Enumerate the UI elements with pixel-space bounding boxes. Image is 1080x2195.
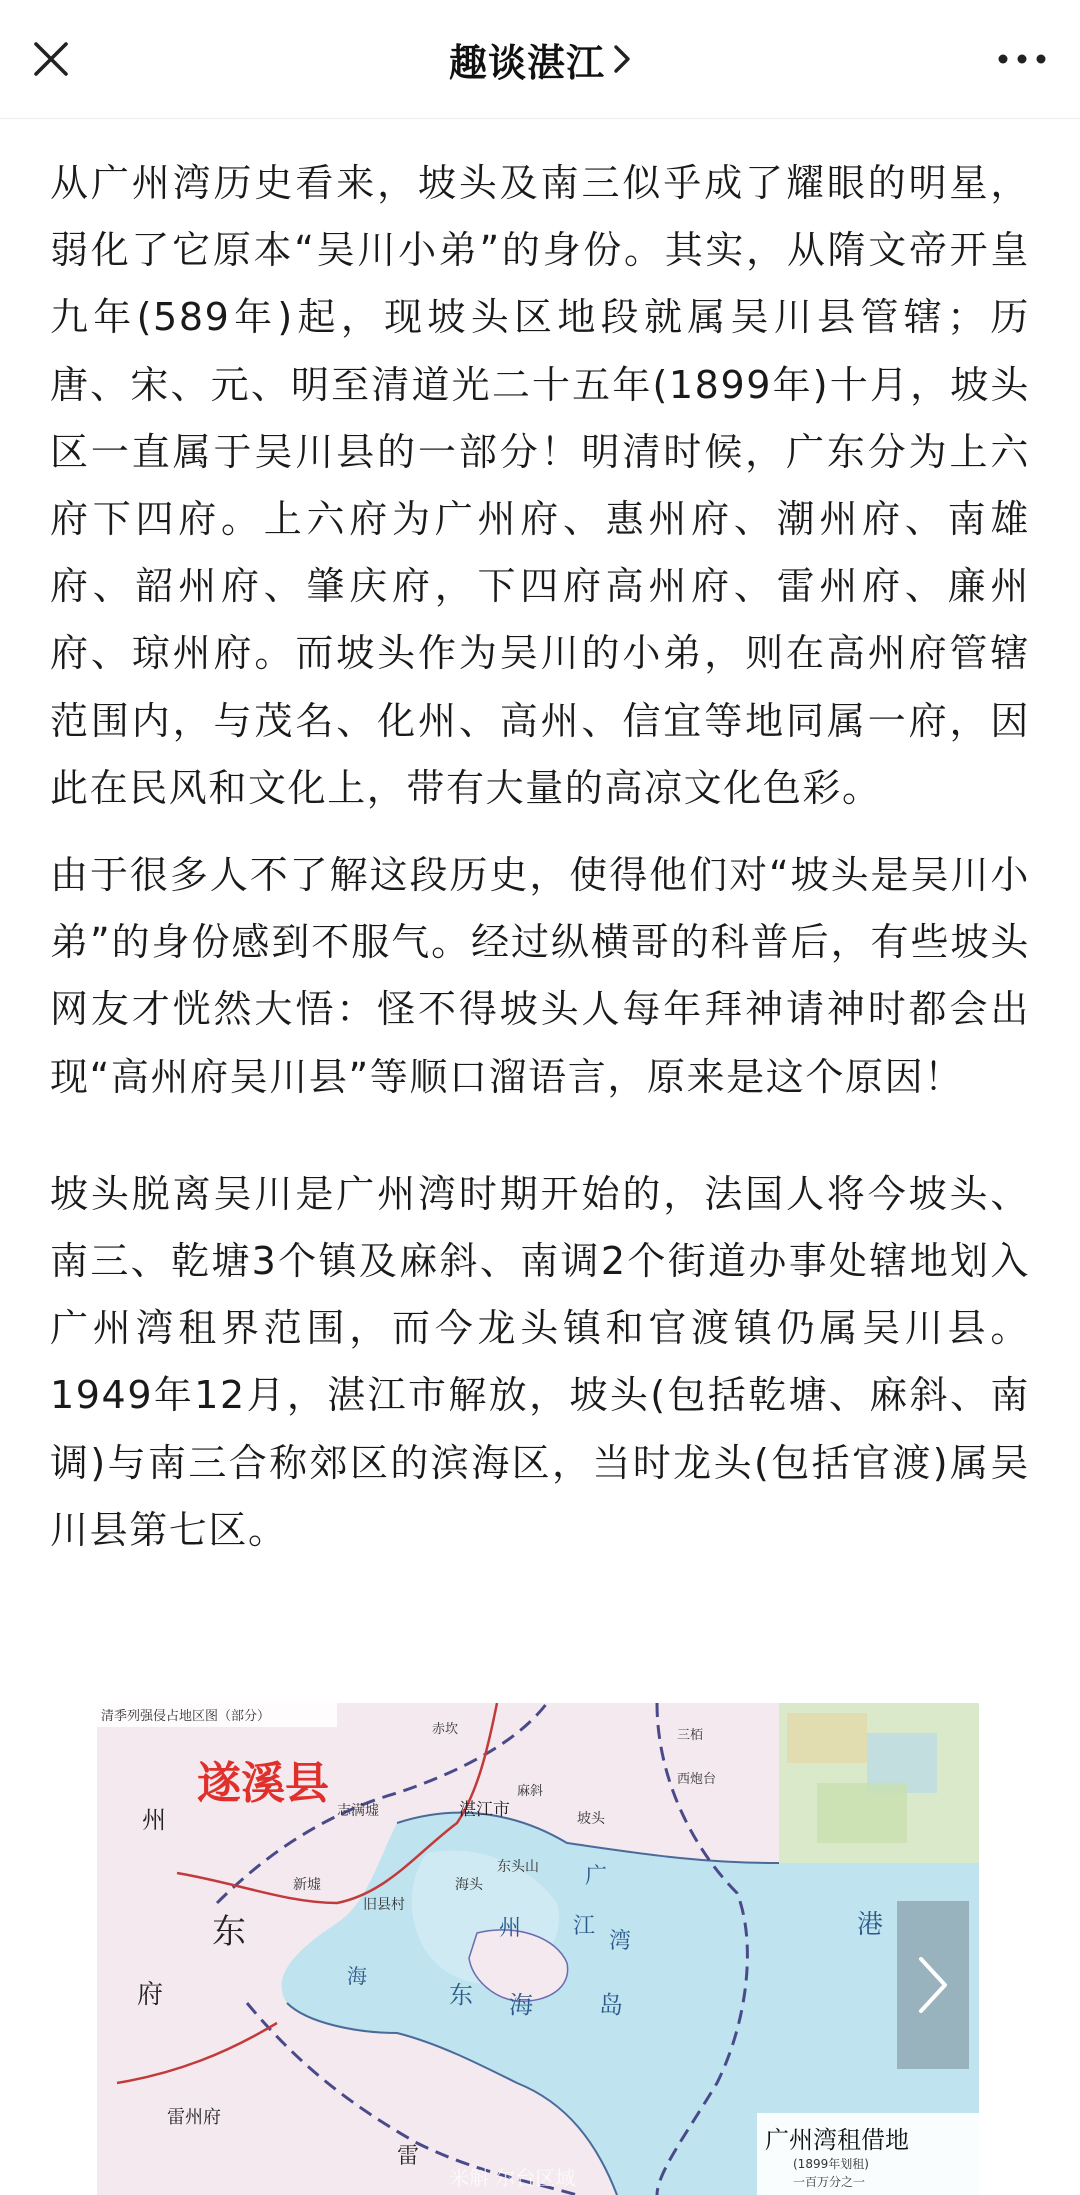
close-icon (33, 41, 69, 77)
map-label: 府 (137, 1980, 164, 2010)
map-legend-scale: 一百万分之一 (793, 2175, 866, 2189)
map-watermark: 米斛 尔台区域 (449, 2166, 576, 2190)
map-label: 雷州府 (167, 2107, 221, 2128)
map-legend-sub: (1899年划租) (793, 2157, 869, 2171)
map-label: 海头 (455, 1877, 483, 1893)
more-horizontal-icon (997, 53, 1047, 65)
historical-map-image[interactable] (97, 1703, 979, 2195)
account-title-link[interactable] (449, 32, 631, 87)
map-label: 海 (509, 1991, 533, 2019)
map-label: 雷 (397, 2144, 420, 2169)
map-label: 三栢 (677, 1728, 704, 1743)
article-paragraph: 坡头脱离吴川是广州湾时期开始的，法国人将今坡头、南三、乾塘3个镇及麻斜、南调2个街道办事处辖地划入广州湾租界范围，而今龙头镇和官渡镇仍属吴川县。1949年12月，湛江市解放，坡头(包括乾塘、麻斜、南调)与南三合称郊区的滨海区，当时龙头(包括官渡)属吴川县第七区。 (50, 1171, 1030, 1552)
map-label: 西炮台 (677, 1772, 717, 1787)
chevron-right-icon (613, 44, 631, 74)
map-label: 州 (499, 1916, 522, 1941)
article-body (50, 150, 1030, 1564)
article-paragraph: 从广州湾历史看来，坡头及南三似乎成了耀眼的明星，弱化了它原本“吴川小弟”的身份。其实，从隋文帝开皇九年(589年)起，现坡头区地段就属吴川县管辖；历唐、宋、元、明至清道光二十五年(1899年)十月，坡头区一直属于吴川县的一部分！明清时候，广东分为上六府下四府。上六府为广州府、惠州府、潮州府、南雄府、韶州府、肇庆府，下四府高州府、雷州府、廉州府、琼州府。而坡头作为吴川的小弟，则在高州府管辖范围内，与茂名、化州、高州、信宜等地同属一府，因此在民风和文化上，带有大量的高凉文化色彩。 (50, 161, 1030, 810)
map-label: 东头山 (497, 1859, 539, 1875)
chevron-right-icon (916, 1954, 950, 2016)
map-label: 州 (142, 1806, 166, 1834)
close-button[interactable] (28, 36, 74, 82)
map-label: 广 (585, 1864, 608, 1889)
map-label: 旧县村 (363, 1897, 405, 1913)
map-label: 坡头 (577, 1811, 605, 1827)
map-label: 新墟 (293, 1877, 321, 1893)
map-label: 赤坎 (432, 1722, 459, 1737)
map-drawing (97, 1703, 979, 2195)
map-label: 海 (347, 1964, 367, 1988)
article-paragraph: 由于很多人不了解这段历史，使得他们对“坡头是吴川小弟”的身份感到不服气。经过纵横哥的科普后，有些坡头网友才恍然大悟：怪不得坡头人每年拜神请神时都会出现“高州府吴川县”等顺口溜语言，原来是这个原因！ (50, 853, 1030, 1099)
map-label: 东 (212, 1912, 246, 1952)
page-title: 趣谈湛江 (448, 40, 605, 85)
map-label: 东 (449, 1981, 473, 2009)
map-label: 湾 (609, 1929, 632, 1954)
map-label: 麻斜 (517, 1784, 544, 1799)
map-county-label: 遂溪县 (197, 1758, 329, 1809)
map-label: 湛江市 (459, 1800, 510, 1820)
map-label: 港 (857, 1910, 884, 1940)
top-navigation-bar (0, 0, 1080, 119)
map-caption: 清季列强侵占地区图（部分） (101, 1709, 271, 1724)
map-label: 志满墟 (337, 1803, 379, 1819)
map-legend-title: 广州湾租借地 (765, 2126, 909, 2154)
more-button[interactable] (992, 36, 1052, 82)
map-label: 江 (573, 1914, 596, 1939)
map-label: 岛 (599, 1991, 623, 2019)
next-image-button[interactable] (897, 1901, 969, 2069)
